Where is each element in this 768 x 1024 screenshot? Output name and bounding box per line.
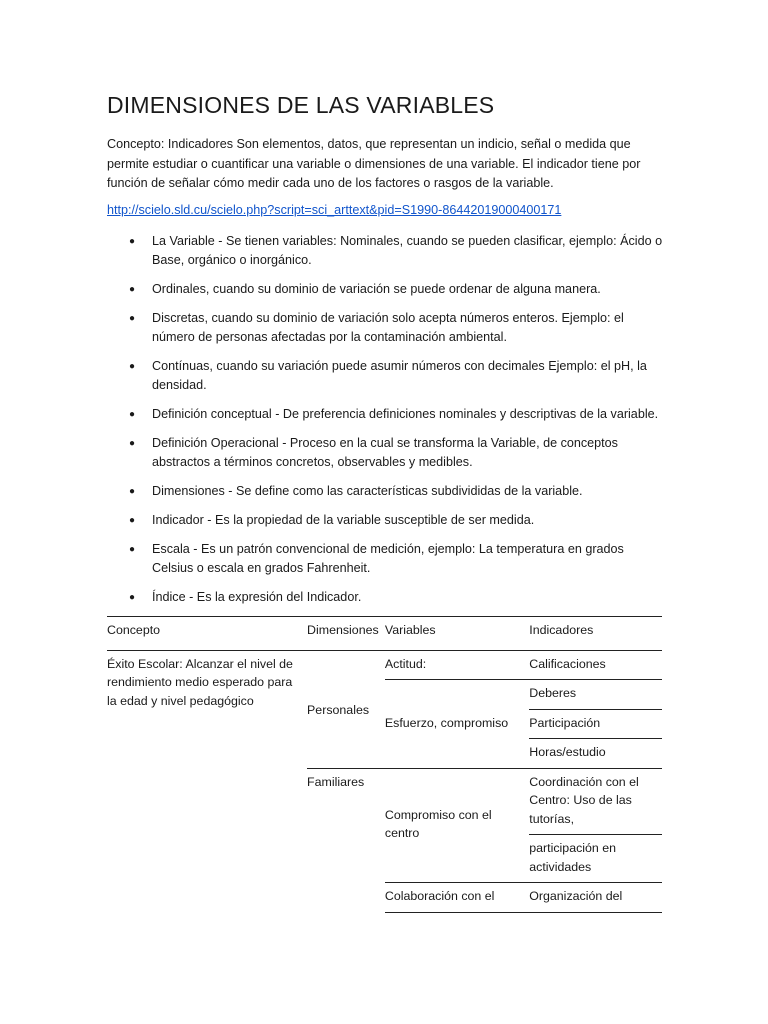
bullet-icon: ●: [129, 544, 136, 555]
cell-dim-personales: Personales: [307, 702, 370, 717]
bullet-icon: ●: [129, 438, 136, 449]
header-dimensiones: Dimensiones: [307, 617, 385, 651]
variables-table: [107, 616, 662, 913]
cell-var-compromiso: Compromiso con el centro: [385, 768, 529, 883]
list-item: ● Escala - Es un patrón convencional de medición, ejemplo: La temperatura en grados Celsius o escala en grados Fahrenheit.: [129, 542, 624, 575]
cell-ind-horas: Horas/estudio: [529, 739, 662, 769]
bullet-icon: ●: [129, 284, 136, 295]
list-item: ● Definición Operacional - Proceso en la cual se transforma la Variable, de conceptos abstractos a términos concretos, observables y medibles.: [129, 436, 618, 469]
header-indicadores: Indicadores: [529, 617, 662, 651]
page-title: DIMENSIONES DE LAS VARIABLES: [107, 92, 495, 118]
bullet-icon: ●: [129, 409, 136, 420]
intro-paragraph: Concepto: Indicadores Son elementos, datos, que representan un indicio, señal o medida que permite estudiar o cuantificar una variable o dimensiones de una variable. El indicador tiene por función de señalar cómo medir cada uno de los factores o rasgos de la variable.: [107, 137, 641, 190]
cell-ind-deberes: Deberes: [529, 680, 662, 710]
list-item: ● Ordinales, cuando su dominio de variación se puede ordenar de alguna manera.: [107, 280, 667, 299]
bullet-icon: ●: [129, 592, 136, 603]
list-item: ● Contínuas, cuando su variación puede asumir números con decimales Ejemplo: el pH, la densidad.: [129, 359, 647, 392]
list-item: ● La Variable - Se tienen variables: Nominales, cuando se pueden clasificar, ejemplo: Ácido o Base, orgánico o inorgánico.: [129, 234, 663, 267]
table-header-row: [107, 617, 662, 651]
bullet-icon: ●: [129, 486, 136, 497]
cell-concepto: Éxito Escolar: Alcanzar el nivel de rendimiento medio esperado para la edad y nivel pedagógico: [107, 656, 293, 708]
list-item: ● Discretas, cuando su dominio de variación solo acepta números enteros. Ejemplo: el número de personas afectadas por la contaminación ambiental.: [129, 311, 624, 344]
bullet-icon: ●: [129, 236, 136, 247]
cell-ind-participacion-act: participación en actividades: [529, 835, 662, 883]
list-item: ● Definición conceptual - De preferencia definiciones nominales y descriptivas de la variable.: [107, 405, 667, 424]
cell-ind-coordinacion: Coordinación con el Centro: Uso de las tutorías,: [529, 768, 662, 835]
header-variables: Variables: [385, 617, 529, 651]
cell-var-esfuerzo: Esfuerzo, compromiso: [385, 680, 529, 769]
cell-var-colaboracion: Colaboración con el: [385, 883, 529, 913]
reference-link[interactable]: http://scielo.sld.cu/scielo.php?script=sci_arttext&pid=S1990-86442019000400171: [107, 203, 562, 217]
list-item: ● Dimensiones - Se define como las características subdivididas de la variable.: [107, 482, 667, 501]
cell-dim-familiares: Familiares: [307, 768, 385, 912]
cell-ind-participacion: Participación: [529, 709, 662, 739]
list-item: ● Índice - Es la expresión del Indicador.: [107, 588, 667, 607]
cell-ind-organizacion: Organización del: [529, 883, 662, 913]
bullet-icon: ●: [129, 361, 136, 372]
cell-var-actitud: Actitud:: [384, 656, 427, 671]
table-row: [107, 650, 662, 680]
cell-ind-calificaciones: Calificaciones: [529, 656, 606, 671]
list-item: ● Indicador - Es la propiedad de la variable susceptible de ser medida.: [107, 511, 667, 530]
header-concepto: Concepto: [107, 617, 307, 651]
bullet-icon: ●: [129, 515, 136, 526]
bullet-icon: ●: [129, 313, 136, 324]
bullet-list: [107, 232, 667, 617]
